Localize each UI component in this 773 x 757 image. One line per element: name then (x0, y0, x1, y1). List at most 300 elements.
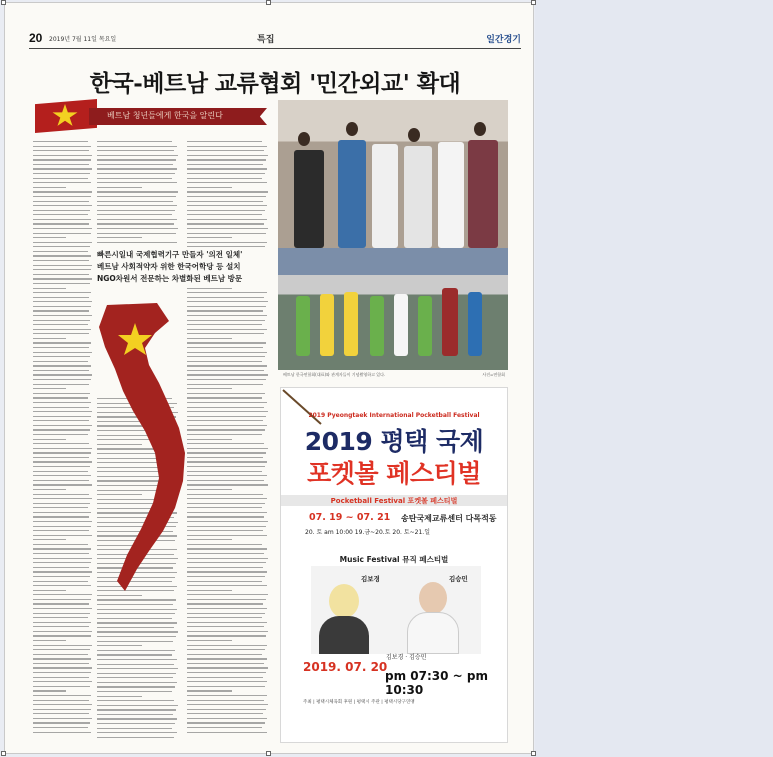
text-line (187, 649, 265, 650)
text-line (33, 402, 91, 403)
text-line (33, 617, 88, 618)
viewer-background (535, 0, 773, 757)
text-line (187, 164, 263, 165)
text-line (33, 667, 92, 668)
text-line (187, 713, 263, 714)
text-line (97, 732, 177, 733)
text-line (187, 457, 263, 458)
text-line (33, 233, 91, 234)
text-line (33, 306, 91, 307)
text-line (187, 635, 266, 636)
text-line (187, 324, 262, 325)
text-line (187, 223, 264, 224)
text-line (187, 498, 267, 499)
text-line (187, 242, 267, 243)
text-line (33, 388, 66, 389)
text-line (33, 516, 89, 517)
text-line (187, 228, 268, 229)
text-line (97, 187, 142, 188)
text-line (33, 635, 91, 636)
text-line (97, 618, 172, 619)
text-line (187, 306, 266, 307)
text-line (187, 297, 264, 298)
caption-text: 베트남 한국연합회(대표)와 관계자들이 기념촬영하고 있다. (283, 372, 386, 377)
text-line (33, 283, 90, 284)
text-line (33, 255, 91, 256)
text-line (97, 233, 176, 234)
text-line (33, 613, 90, 614)
text-line (33, 265, 92, 266)
music-festival-title: Music Festival 뮤직 페스티벌 (339, 555, 449, 564)
text-line (33, 585, 91, 586)
issue-date: 2019년 7월 11일 목요일 (49, 36, 117, 43)
text-line (97, 677, 173, 678)
text-line (33, 457, 89, 458)
text-line (187, 567, 263, 568)
text-line (33, 214, 88, 215)
text-line (97, 609, 177, 610)
text-line (187, 631, 268, 632)
text-line (33, 608, 92, 609)
text-line (97, 178, 172, 179)
photo-caption (283, 372, 513, 378)
text-line (33, 260, 89, 261)
text-line (187, 507, 262, 508)
text-line (187, 233, 266, 234)
text-line (97, 645, 142, 646)
text-line (33, 141, 88, 142)
text-line (97, 650, 175, 651)
text-line (187, 416, 266, 417)
text-line (33, 732, 91, 733)
text-line (33, 420, 89, 421)
text-line (97, 595, 142, 596)
text-line (33, 471, 88, 472)
text-line (33, 484, 92, 485)
text-line (33, 242, 92, 243)
singer-2-photo (419, 582, 447, 614)
text-line (33, 342, 91, 343)
text-line (33, 150, 89, 151)
text-line (33, 503, 90, 504)
text-line (33, 223, 89, 224)
text-line (33, 416, 91, 417)
text-line (33, 384, 89, 385)
text-line (33, 310, 89, 311)
ad-title-line-1: 2019 평택 국제 (304, 427, 484, 456)
text-line (187, 503, 265, 504)
text-line (33, 365, 91, 366)
text-line (187, 210, 265, 211)
text-line (187, 374, 268, 375)
text-line (33, 530, 89, 531)
text-line (187, 150, 264, 151)
resize-handle[interactable] (531, 0, 536, 5)
text-line (33, 397, 88, 398)
text-line (187, 672, 266, 673)
text-line (33, 407, 89, 408)
section-name: 특집 (257, 35, 275, 45)
text-line (33, 571, 92, 572)
text-line (97, 214, 172, 215)
text-line (97, 723, 175, 724)
text-line (97, 164, 173, 165)
text-line (33, 159, 91, 160)
text-line (33, 521, 92, 522)
text-line (33, 558, 92, 559)
text-line (97, 173, 175, 174)
text-line (33, 466, 90, 467)
text-line (33, 654, 88, 655)
text-line (33, 379, 91, 380)
text-line (187, 658, 267, 659)
pull-quote (97, 249, 269, 285)
text-line (33, 320, 90, 321)
text-line (187, 155, 268, 156)
text-line (97, 705, 178, 706)
text-line (97, 627, 174, 628)
text-line (33, 475, 91, 476)
singer-2-name: 김승민 (449, 575, 468, 583)
text-line (33, 352, 92, 353)
article-column-3 (187, 141, 269, 743)
text-line (33, 494, 89, 495)
article-headline: 한국-베트남 교류협회 '민간외교' 확대 (89, 70, 461, 97)
text-line (33, 439, 66, 440)
text-line (33, 187, 66, 188)
text-line (187, 365, 267, 366)
text-line (33, 681, 92, 682)
pocketball-venue: 송탄국제교류센터 다목적동 (401, 514, 497, 523)
text-line (187, 352, 267, 353)
text-line (187, 214, 262, 215)
text-line (33, 603, 89, 604)
text-line (33, 461, 92, 462)
text-line (187, 727, 262, 728)
text-line (97, 696, 142, 697)
text-line (97, 205, 177, 206)
text-line (187, 429, 265, 430)
text-line (187, 301, 268, 302)
text-line (33, 553, 89, 554)
text-line (187, 681, 267, 682)
page-number: 20 (29, 31, 43, 45)
text-line (187, 526, 266, 527)
text-line (187, 599, 266, 600)
text-line (33, 329, 91, 330)
text-line (187, 704, 268, 705)
text-line (97, 641, 173, 642)
text-line (187, 535, 267, 536)
text-line (187, 288, 232, 289)
text-line (33, 251, 88, 252)
text-line (187, 677, 263, 678)
text-line (97, 201, 173, 202)
text-line (187, 581, 262, 582)
text-line (33, 324, 88, 325)
text-line (33, 645, 92, 646)
text-line (97, 636, 176, 637)
text-line (187, 475, 267, 476)
text-line (33, 429, 90, 430)
text-line (33, 548, 91, 549)
text-line (187, 466, 265, 467)
text-line (33, 507, 88, 508)
resize-handle[interactable] (266, 751, 271, 756)
text-line (97, 604, 173, 605)
text-line (187, 654, 262, 655)
text-line (187, 201, 263, 202)
text-line (187, 420, 263, 421)
text-line (97, 673, 176, 674)
text-line (97, 159, 176, 160)
text-line (187, 178, 262, 179)
text-line (33, 374, 92, 375)
text-line (97, 631, 178, 632)
resize-handle[interactable] (1, 751, 6, 756)
text-line (187, 558, 268, 559)
text-line (33, 228, 92, 229)
text-line (33, 182, 91, 183)
text-line (97, 210, 175, 211)
text-line (187, 562, 266, 563)
text-line (187, 544, 262, 545)
singer-1-name: 김보경 (361, 575, 380, 583)
text-line (33, 686, 90, 687)
text-line (187, 219, 267, 220)
text-line (187, 315, 267, 316)
text-line (187, 333, 264, 334)
text-line (187, 571, 267, 572)
group-photo-outdoor (278, 248, 508, 370)
text-line (187, 411, 268, 412)
text-line (33, 526, 91, 527)
text-line (187, 448, 268, 449)
newspaper-name: 일간경기 (486, 35, 521, 45)
text-line (33, 146, 91, 147)
text-line (97, 155, 178, 156)
text-line (187, 182, 267, 183)
text-line (33, 640, 66, 641)
text-line (187, 626, 264, 627)
text-line (33, 288, 66, 289)
newspaper-page (4, 2, 534, 754)
text-line (97, 668, 178, 669)
text-line (97, 182, 177, 183)
text-line (97, 709, 176, 710)
text-line (97, 659, 177, 660)
text-line (97, 146, 177, 147)
text-line (187, 732, 267, 733)
text-line (97, 599, 176, 600)
text-line (33, 594, 92, 595)
text-line (97, 168, 177, 169)
text-line (97, 150, 174, 151)
article-column-1 (33, 141, 93, 743)
text-line (33, 727, 88, 728)
text-line (33, 278, 92, 279)
text-line (33, 338, 66, 339)
resize-handle[interactable] (531, 751, 536, 756)
text-line (187, 356, 265, 357)
text-line (187, 397, 262, 398)
text-line (33, 434, 88, 435)
text-line (187, 494, 263, 495)
text-line (187, 645, 267, 646)
text-line (33, 690, 66, 691)
text-line (187, 667, 268, 668)
text-line (97, 191, 178, 192)
text-line (187, 695, 267, 696)
text-line (187, 585, 267, 586)
text-line (187, 594, 268, 595)
text-line (33, 567, 89, 568)
text-line (33, 581, 88, 582)
text-line (187, 361, 262, 362)
text-line (187, 709, 266, 710)
resize-handle[interactable] (1, 0, 6, 5)
text-line (33, 196, 91, 197)
text-line (33, 297, 89, 298)
text-line (187, 443, 264, 444)
text-line (97, 664, 174, 665)
text-line (33, 663, 89, 664)
text-line (187, 425, 267, 426)
music-date: 2019. 07. 20 (303, 660, 388, 674)
text-line (33, 274, 89, 275)
text-line (33, 269, 91, 270)
text-line (187, 576, 265, 577)
text-line (187, 407, 264, 408)
text-line (33, 649, 90, 650)
text-line (33, 155, 92, 156)
text-line (33, 489, 66, 490)
pull-quote-line: 빠른시일내 국제협력기구 만들자 '의전 일체' (97, 250, 243, 259)
text-line (187, 700, 264, 701)
text-line (187, 246, 265, 247)
text-line (187, 292, 267, 293)
text-line (187, 393, 265, 394)
text-line (33, 347, 89, 348)
festival-advertisement (280, 387, 508, 743)
text-line (33, 443, 89, 444)
text-line (187, 329, 267, 330)
text-line (187, 471, 262, 472)
banner-text: 베트남 청년들에게 한국을 알린다 (107, 111, 223, 120)
text-line (187, 640, 232, 641)
text-line (187, 461, 267, 462)
text-line (97, 654, 172, 655)
pull-quote-line: 베트남 사회적약자 위한 한국어학당 등 설치 (97, 262, 241, 271)
text-line (33, 700, 89, 701)
pocketball-dates: 07. 19 ~ 07. 21 (309, 512, 391, 523)
text-line (97, 228, 178, 229)
text-line (97, 141, 172, 142)
pocketball-times: 20. 토 am 10:00 19.금~20.토 20. 토~21.일 (305, 529, 431, 536)
text-line (187, 434, 262, 435)
text-line (187, 141, 262, 142)
text-line (187, 686, 265, 687)
text-line (97, 219, 177, 220)
text-line (33, 425, 92, 426)
text-line (33, 512, 91, 513)
text-line (33, 722, 90, 723)
text-line (33, 191, 92, 192)
text-line (33, 590, 66, 591)
text-line (187, 320, 265, 321)
text-line (187, 370, 264, 371)
text-line (33, 672, 91, 673)
text-line (187, 516, 264, 517)
text-line (97, 622, 177, 623)
text-line (33, 535, 92, 536)
text-line (187, 310, 263, 311)
text-line (187, 553, 264, 554)
text-line (97, 682, 177, 683)
text-line (33, 411, 92, 412)
text-line (97, 613, 175, 614)
text-line (97, 237, 142, 238)
text-line (33, 237, 66, 238)
text-line (33, 718, 92, 719)
text-line (187, 480, 264, 481)
text-line (187, 622, 267, 623)
text-line (187, 205, 267, 206)
text-line (97, 196, 176, 197)
text-line (187, 548, 267, 549)
text-line (33, 205, 92, 206)
group-photo-indoor (278, 100, 508, 248)
text-line (33, 626, 89, 627)
text-line (33, 498, 92, 499)
text-line (33, 201, 89, 202)
text-line (33, 544, 88, 545)
text-line (187, 690, 232, 691)
text-line (33, 173, 90, 174)
text-line (33, 452, 91, 453)
text-line (33, 361, 88, 362)
music-time: pm 07:30 ~ pm 10:30 (385, 669, 488, 697)
text-line (33, 562, 91, 563)
text-line (33, 210, 90, 211)
text-line (187, 718, 267, 719)
text-line (97, 242, 177, 243)
text-line (33, 246, 90, 247)
text-line (187, 512, 267, 513)
text-line (33, 370, 89, 371)
resize-handle[interactable] (266, 0, 271, 5)
text-line (33, 448, 92, 449)
text-line (33, 631, 92, 632)
text-line (97, 223, 174, 224)
text-line (187, 402, 267, 403)
text-line (187, 530, 263, 531)
text-line (33, 164, 89, 165)
text-line (187, 521, 268, 522)
article-banner (35, 99, 267, 133)
ad-english-title: 2019 Pyeongtaek International Pocketball Festival (308, 412, 480, 419)
text-line (97, 691, 172, 692)
text-line (187, 663, 264, 664)
text-line (33, 658, 91, 659)
singer-1-photo (329, 584, 359, 618)
text-line (33, 576, 90, 577)
text-line (187, 603, 263, 604)
text-line (97, 700, 174, 701)
text-line (187, 159, 266, 160)
text-line (97, 718, 177, 719)
text-line (33, 315, 92, 316)
